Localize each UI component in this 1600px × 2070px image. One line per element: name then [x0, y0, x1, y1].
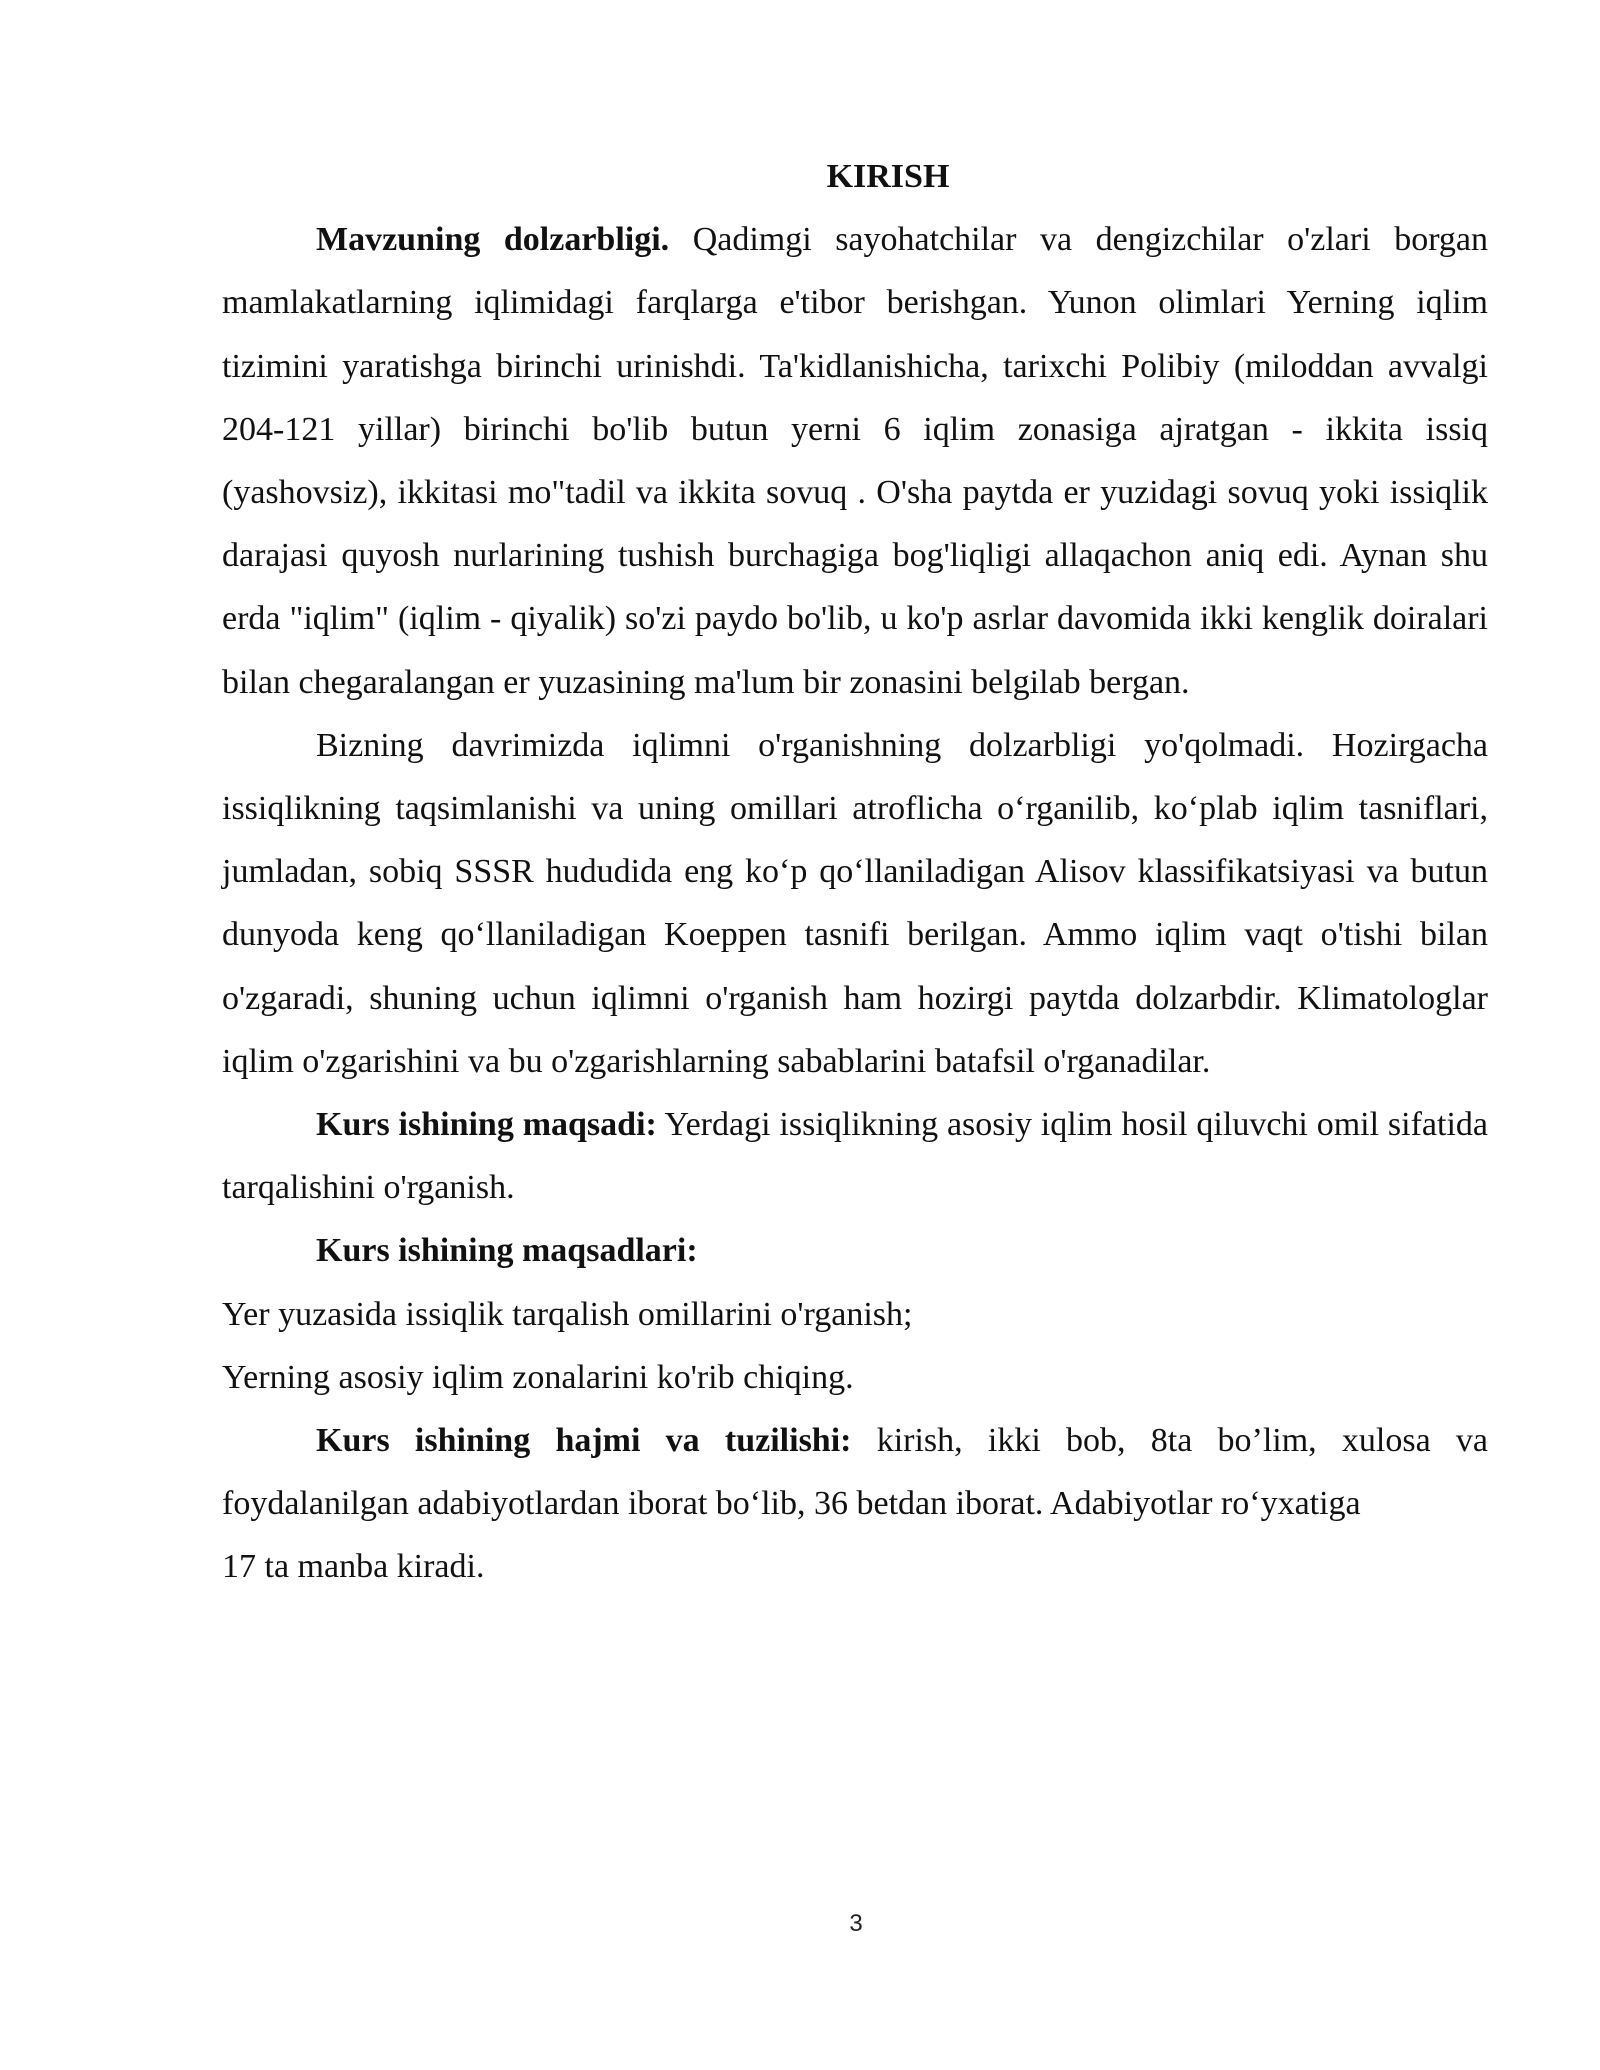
objective-item: Yerning asosiy iqlim zonalarini ko'rib chiqing. [222, 1358, 854, 1396]
page-number: 3 [849, 1910, 863, 1937]
structure-text: kirish, ikki bob, 8ta bo’lim, xulosa va foydalanilgan adabiyotlardan iborat bo‘lib, 36 betdan iborat. Adabiyotlar ro‘yxatiga [222, 1422, 1489, 1523]
goal-paragraph [222, 1093, 1488, 1219]
objective-item: Yer yuzasida issiqlik tarqalish omillarini o'rganish; [222, 1295, 913, 1333]
objectives-heading: Kurs ishining maqsadlari: [316, 1232, 698, 1270]
page-content [222, 145, 1488, 1599]
goal-heading: Kurs ishining maqsadi: [316, 1106, 657, 1144]
structure-text-line2: 17 ta manba kiradi. [222, 1548, 485, 1586]
relevance-text: Qadimgi sayohatchilar va dengizchilar o'zlari borgan mamlakatlarning iqlimidagi farqlarga e'tibor berishgan. Yunon olimlari Yerning iqlim tizimini yaratishga birinchi urinishdi. Ta'kidlanishicha, tarixchi Polibiy (miloddan avvalgi 204-121 yillar) birinchi bo'lib butun yerni 6 iqlim zonasiga ajratgan - ikkita issiq (yashovsiz), ikkitasi mo"tadil va ikkita sovuq . O'sha paytda er yuzidagi sovuq yoki issiqlik darajasi quyosh nurlarining tushish burchagiga bog'liqligi allaqachon aniq edi. Aynan shu erda "iqlim" (iqlim - qiyalik) so'zi paydo bo'lib, u ko'p asrlar davomida ikki kenglik doiralari bilan chegaralangan er yuzasining ma'lum bir zonasini belgilab bergan. [222, 221, 1488, 701]
relevance-heading: Mavzuning dolzarbligi. [316, 221, 670, 259]
structure-heading: Kurs ishining hajmi va tuzilishi: [316, 1422, 852, 1460]
relevance-paragraph [222, 208, 1488, 714]
paragraph-modern-relevance: Bizning davrimizda iqlimni o'rganishning dolzarbligi yo'qolmadi. Hozirgacha issiqlikning taqsimlanishi va uning omillari atroflicha o‘rganilib, ko‘plab iqlim tasniflari, jumladan, sobiq SSSR hududida eng ko‘p qo‘llaniladigan Alisov klassifikatsiyasi va butun dunyoda keng qo‘llaniladigan Koeppen tasnifi berilgan. Ammo iqlim vaqt o'tishi bilan o'zgaradi, shuning uchun iqlimni o'rganish ham hozirgi paytda dolzarbdir. Klimatologlar iqlim o'zgarishini va bu o'zgarishlarning sabablarini batafsil o'rganadilar. [222, 726, 1488, 1080]
goal-text: Yerdagi issiqlikning asosiy iqlim hosil qiluvchi omil sifatida tarqalishini o'rganish. [222, 1106, 1488, 1207]
structure-paragraph [222, 1409, 1488, 1535]
objectives-heading-paragraph [222, 1219, 1488, 1282]
page-title: KIRISH [826, 158, 950, 195]
